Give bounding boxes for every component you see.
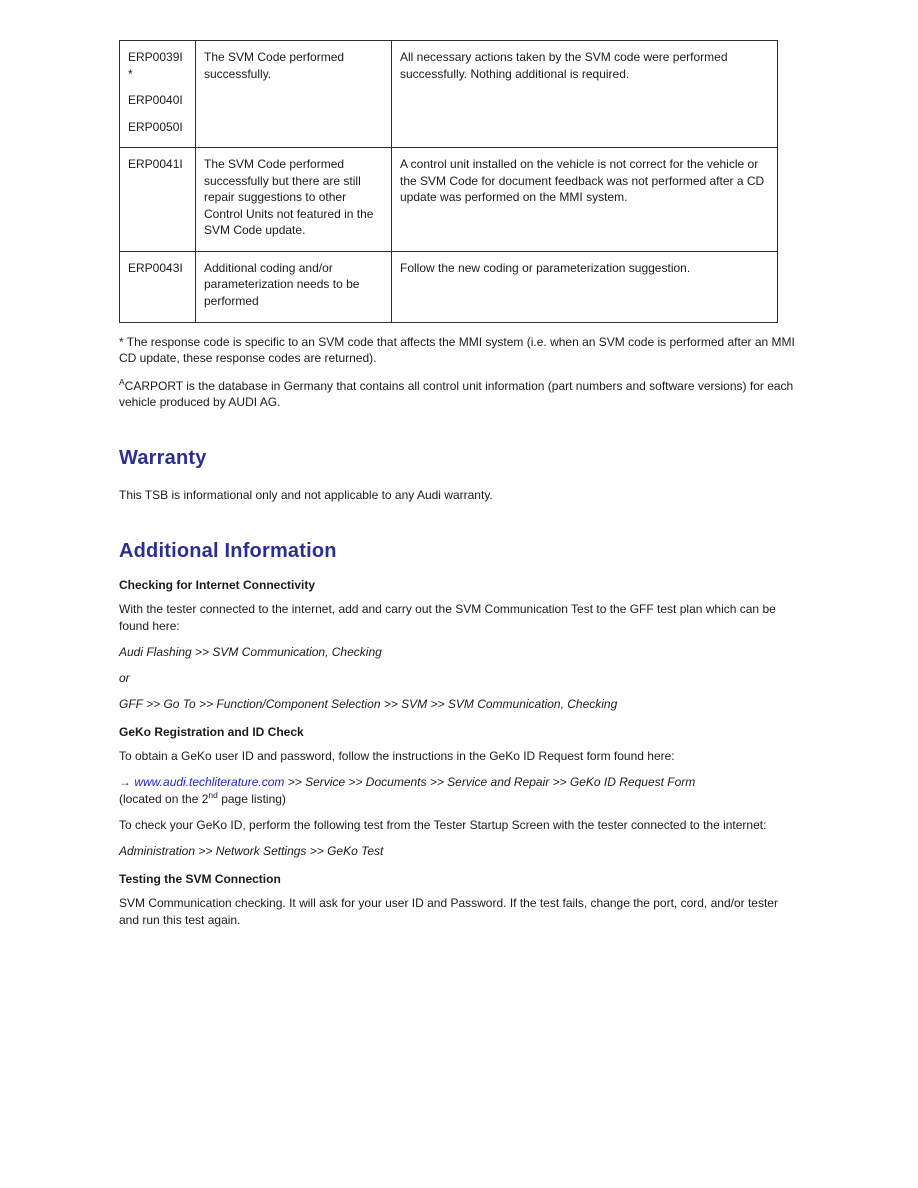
table-row [120, 41, 778, 148]
svm-response-code-table [119, 40, 778, 323]
code-line: ERP0043I [128, 260, 183, 275]
description-cell: Additional coding and/or parameterization needs to be performed [196, 251, 392, 322]
code-line: ERP0041I [128, 157, 183, 172]
description-cell: The SVM Code performed successfully. [196, 41, 392, 148]
footnote-asterisk: * The response code is specific to an SVM code that affects the MMI system (i.e. when an SVM code is performed after an MMI CD update, these response codes are returned). [119, 334, 795, 366]
description-cell: The SVM Code performed successfully but there are still repair suggestions to other Control Units not featured in the SVM Code update. [196, 148, 392, 252]
link-url-text: www.audi.techliterature.com [134, 774, 285, 789]
code-cell [120, 251, 196, 322]
paragraph-testing-svm: SVM Communication checking. It will ask for your user ID and Password. If the test fails, change the port, cord, and/or tester and run this test again. [119, 896, 778, 928]
location-note-pre: (located on the 2 [119, 792, 209, 806]
location-note-post: page listing) [217, 792, 286, 806]
link-location-note [119, 791, 800, 808]
or-text: or [119, 670, 130, 685]
paragraph-geko-check: To check your GeKo ID, perform the following test from the Tester Startup Screen with the tester connected to the internet: [119, 818, 767, 833]
action-cell: All necessary actions taken by the SVM code were performed successfully. Nothing additional is required. [392, 41, 778, 148]
menu-path-gff: GFF >> Go To >> Function/Component Selection >> SVM >> SVM Communication, Checking [119, 696, 618, 711]
location-note-superscript: nd [208, 790, 218, 800]
warranty-body: This TSB is informational only and not applicable to any Audi warranty. [119, 487, 493, 502]
table-row [120, 251, 778, 322]
link-menu-path: >> Service >> Documents >> Service and Repair >> GeKo ID Request Form [284, 774, 696, 789]
menu-path-administration: Administration >> Network Settings >> GeKo Test [119, 844, 384, 859]
subheading-testing-svm: Testing the SVM Connection [119, 872, 281, 887]
additional-information-heading: Additional Information [119, 539, 337, 562]
techliterature-link[interactable] [119, 775, 284, 789]
code-line: ERP0039I [128, 50, 183, 64]
code-cell [120, 148, 196, 252]
code-cell [120, 41, 196, 148]
paragraph-geko-obtain: To obtain a GeKo user ID and password, follow the instructions in the GeKo ID Request form found here: [119, 748, 675, 763]
menu-path-audi-flashing: Audi Flashing >> SVM Communication, Checking [119, 644, 382, 659]
table-row [120, 148, 778, 252]
action-cell: A control unit installed on the vehicle is not correct for the vehicle or the SVM Code for document feedback was not performed after a CD update was performed on the MMI system. [392, 148, 778, 252]
action-cell: Follow the new coding or parameterization suggestion. [392, 251, 778, 322]
code-footnote-marker: * [128, 66, 133, 81]
footnote-carport-text: CARPORT is the database in Germany that contains all control unit information (part numbers and software versions) for each vehicle produced by AUDI AG. [119, 378, 794, 410]
subheading-geko-registration: GeKo Registration and ID Check [119, 724, 304, 739]
warranty-heading: Warranty [119, 446, 207, 469]
footnote-carport-superscript: A [119, 376, 125, 387]
code-line: ERP0050I [128, 119, 183, 134]
paragraph-geko-link [119, 774, 800, 808]
footnote-carport [119, 378, 800, 411]
code-line: ERP0040I [128, 93, 183, 108]
link-arrow-icon: → [119, 774, 135, 789]
paragraph-internet-connectivity: With the tester connected to the internet, add and carry out the SVM Communication Test to the GFF test plan which can be found here: [119, 601, 776, 633]
subheading-internet-connectivity: Checking for Internet Connectivity [119, 577, 316, 592]
